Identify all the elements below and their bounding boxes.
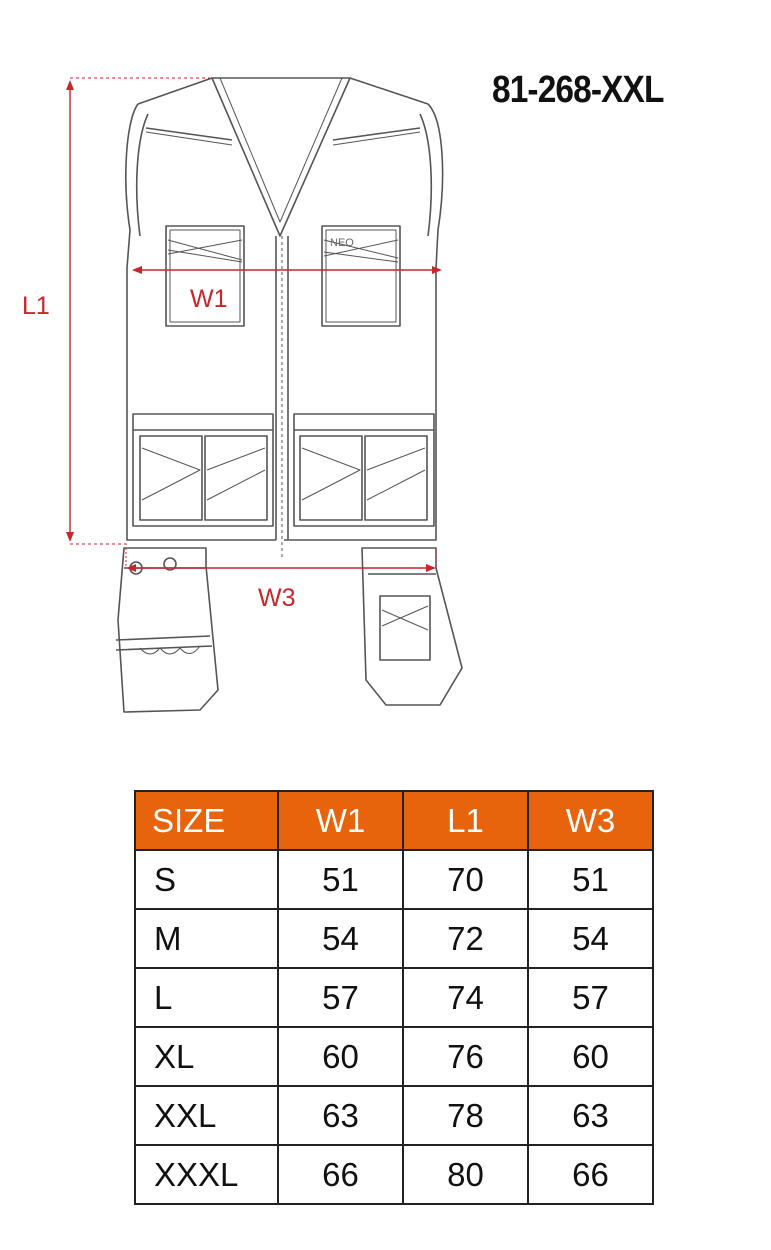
cell-l1: 78	[403, 1086, 528, 1145]
table-row	[135, 1086, 653, 1145]
cell-w3: 63	[528, 1086, 653, 1145]
table-row	[135, 909, 653, 968]
cell-size: L	[135, 968, 278, 1027]
logo-text: NEO	[330, 237, 354, 249]
table-header-row	[135, 791, 653, 850]
cell-l1: 80	[403, 1145, 528, 1204]
cell-w1: 51	[278, 850, 403, 909]
header-l1: L1	[403, 791, 528, 850]
cell-w1: 57	[278, 968, 403, 1027]
cell-size: M	[135, 909, 278, 968]
label-w3: W3	[258, 584, 296, 612]
product-code: 81-268-XXL	[492, 69, 664, 111]
cell-w1: 54	[278, 909, 403, 968]
cell-w3: 54	[528, 909, 653, 968]
cell-size: XXXL	[135, 1145, 278, 1204]
table-row	[135, 1027, 653, 1086]
cell-w1: 63	[278, 1086, 403, 1145]
label-w1: W1	[190, 285, 228, 313]
cell-w3: 60	[528, 1027, 653, 1086]
cell-w3: 51	[528, 850, 653, 909]
table-row	[135, 1145, 653, 1204]
label-l1: L1	[22, 292, 50, 320]
dimension-lines	[66, 78, 442, 572]
cell-size: S	[135, 850, 278, 909]
cell-w3: 57	[528, 968, 653, 1027]
header-w1: W1	[278, 791, 403, 850]
cell-w1: 60	[278, 1027, 403, 1086]
cell-l1: 70	[403, 850, 528, 909]
size-table	[134, 790, 654, 1205]
cell-l1: 76	[403, 1027, 528, 1086]
header-w3: W3	[528, 791, 653, 850]
cell-size: XL	[135, 1027, 278, 1086]
cell-size: XXL	[135, 1086, 278, 1145]
table-row	[135, 850, 653, 909]
cell-w3: 66	[528, 1145, 653, 1204]
table-row	[135, 968, 653, 1027]
cell-l1: 74	[403, 968, 528, 1027]
cell-w1: 66	[278, 1145, 403, 1204]
cell-l1: 72	[403, 909, 528, 968]
vest-outline	[116, 78, 462, 712]
header-size: SIZE	[135, 791, 278, 850]
